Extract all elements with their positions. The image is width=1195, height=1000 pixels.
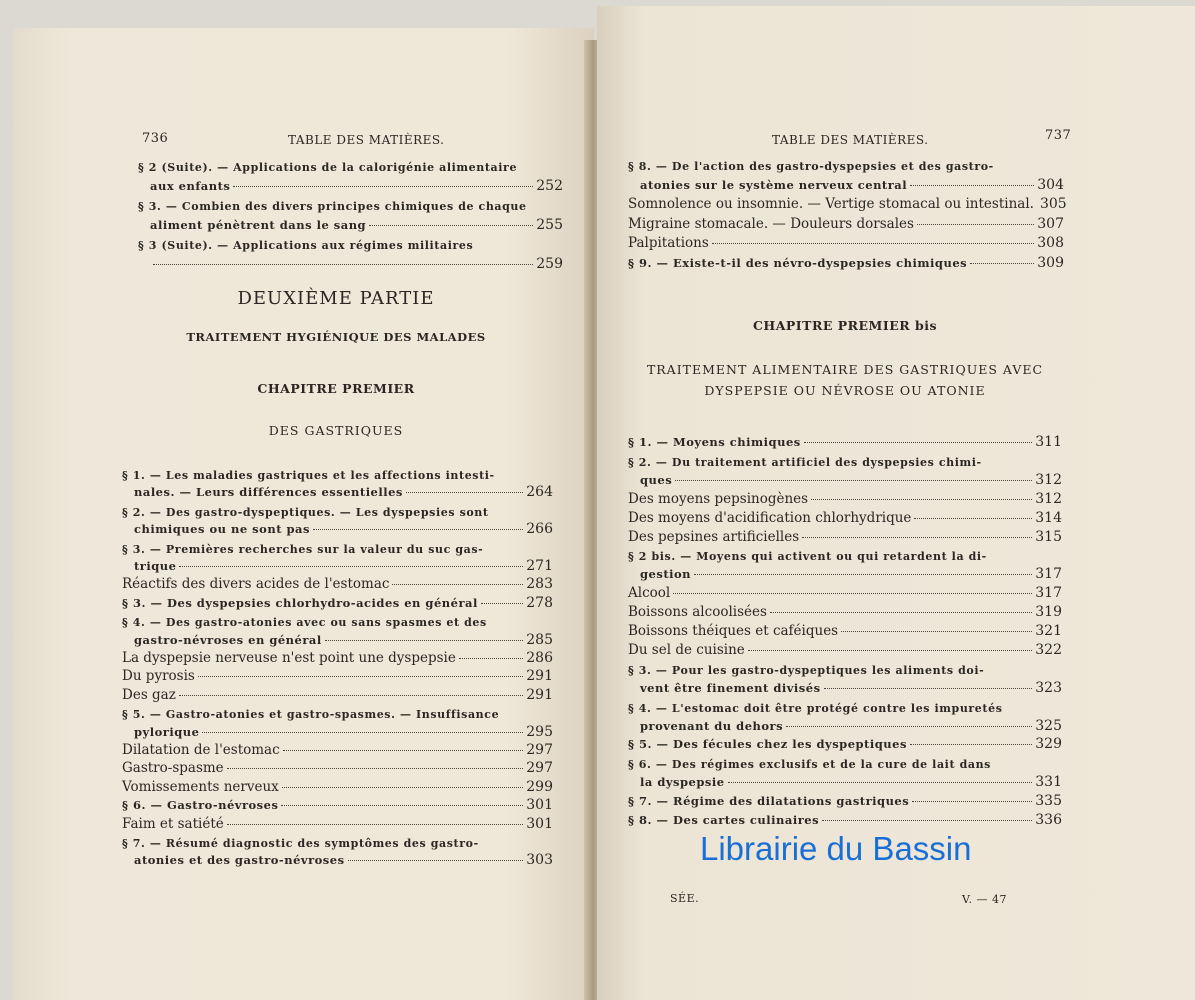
toc-entry-heading: § 2 bis. — Moyens qui activent ou qui retardent la di- [628,550,987,564]
toc-entry-line [134,558,553,576]
leader-dots [179,695,523,696]
toc-entry-heading: § 4. — Des gastro-atonies avec ou sans spasmes et des [122,616,487,630]
toc-entry-title: Dilatation de l'estomac [122,742,280,758]
toc-entry-title: § 8. — Des cartes culinaires [628,813,820,827]
toc-entry-title: Des gaz [122,686,176,703]
toc-entry-line [628,235,1064,253]
toc-entry-title: provenant du dehors [640,718,784,733]
toc-entry-heading: § 7. — Résumé diagnostic des symptômes des gastro- [122,837,479,850]
toc-entry-line [628,434,1062,452]
toc-entry-title: Migraine stomacale. — Douleurs dorsales [628,215,914,232]
toc-entry-line [628,255,1064,273]
toc-entry-line [134,484,553,502]
toc-page-number: 323 [1035,679,1062,696]
leader-dots [227,768,524,769]
toc-page-number: 312 [1035,471,1062,488]
leader-dots [283,750,524,751]
toc-page-number: 317 [1035,566,1062,583]
toc-entry-line [628,529,1062,547]
toc-entry-title: Faim et satiété [122,815,224,832]
toc-entry-line [628,812,1062,830]
footer-signature: SÉE. [670,892,700,905]
toc-entry-title: § 5. — Des fécules chez les dyspeptiques [628,737,907,752]
toc-page-number: 311 [1035,434,1062,450]
leader-dots [675,480,1032,481]
toc-page-number: 305 [1039,196,1067,212]
toc-entry-line [628,585,1062,603]
leader-dots [786,726,1032,727]
toc-entry-line [134,521,553,539]
toc-page-number: 286 [526,650,553,666]
toc-entry-heading: § 3 (Suite). — Applications aux régimes militaires [138,239,474,252]
toc-page-number: 315 [1035,528,1062,545]
toc-page-number: 283 [526,576,553,593]
toc-entry-title: Des moyens d'acidification chlorhydrique [628,509,912,526]
right-page-number: 737 [1045,128,1072,143]
toc-entry-line [640,177,1064,195]
toc-page-number: 301 [526,815,553,832]
toc-page-number: 319 [1035,604,1062,621]
toc-entry-title: aux enfants [150,178,231,193]
leader-dots [912,801,1032,802]
toc-entry-title: ques [640,472,673,487]
toc-entry-line [134,852,553,870]
toc-entry-heading: § 5. — Gastro-atonies et gastro-spasmes. — Insuffisance [122,708,500,722]
toc-entry-line [122,650,553,668]
leader-dots [202,732,523,733]
toc-entry-title: § 6. — Gastro-névroses [122,798,279,813]
leader-dots [459,658,523,659]
leader-dots [233,186,533,187]
toc-entry-title: Du sel de cuisine [628,641,745,658]
toc-page-number: 309 [1037,254,1064,271]
toc-entry-title: Réactifs des divers acides de l'estomac [122,576,390,593]
chapter-heading-left: CHAPITRE PREMIER [257,381,415,396]
toc-entry-title: atonies sur le système nerveux central [640,177,908,192]
toc-page-number: 264 [526,484,553,501]
leader-dots [728,782,1033,783]
leader-dots [325,640,524,641]
toc-page-number: 297 [526,760,553,777]
leader-dots [348,860,524,861]
toc-page-number: 266 [526,521,553,538]
leader-dots [281,805,523,806]
leader-dots [804,442,1033,443]
toc-entry-line [640,472,1062,490]
chapter-heading-right: CHAPITRE PREMIER bis [752,318,938,333]
toc-page-number: 291 [526,668,553,685]
toc-entry-title: La dyspepsie nerveuse n'est point une dyspepsie [122,650,456,666]
toc-page-number: 301 [526,797,553,814]
toc-entry-title: nales. — Leurs différences essentielles [134,485,403,500]
toc-entry-title: § 7. — Régime des dilatations gastriques [628,794,910,809]
toc-entry-heading: § 2 (Suite). — Applications de la calorigénie alimentaire [138,161,518,174]
toc-page-number: 255 [536,216,563,233]
toc-entry-line [122,687,553,705]
leader-dots [822,820,1032,821]
leader-dots [770,612,1032,613]
left-page-number: 736 [142,131,169,146]
toc-entry-title: Du pyrosis [122,668,195,685]
leader-dots [673,593,1032,594]
toc-page-number: 325 [1035,717,1062,734]
toc-entry-line [640,774,1062,792]
toc-page-number: 297 [526,742,553,758]
toc-entry-heading: § 3. — Combien des divers principes chimiques de chaque [138,200,527,213]
toc-entry-line [628,642,1062,660]
toc-entry-title: atonies et des gastro-névroses [134,853,345,868]
toc-entry-line [122,797,553,815]
toc-entry-title: Somnolence ou insomnie. — Vertige stomacal ou intestinal. [628,196,1034,212]
leader-dots [227,824,524,825]
toc-page-number: 295 [526,723,553,740]
leader-dots [970,263,1034,264]
toc-entry-line [628,623,1062,641]
leader-dots [369,225,533,226]
toc-entry-title: pylorique [134,724,200,739]
leader-dots [694,574,1032,575]
toc-page-number: 304 [1037,176,1064,193]
toc-entry-line [122,576,553,594]
toc-entry-line [150,256,563,274]
toc-entry-line [134,724,553,742]
toc-entry-heading: § 1. — Les maladies gastriques et les affections intesti- [122,469,495,482]
toc-entry-line [150,217,563,235]
toc-entry-title: chimiques ou ne sont pas [134,522,310,537]
left-running-header: TABLE DES MATIÈRES. [288,133,445,147]
toc-page-number: 259 [536,255,563,272]
toc-entry-title: Boissons alcoolisées [628,604,767,621]
toc-entry-title: Alcool [628,585,671,602]
leader-dots [910,744,1032,745]
leader-dots [712,243,1034,244]
toc-entry-line [628,216,1064,234]
chapter-subtitle-right-2: DYSPEPSIE OU NÉVROSE OU ATONIE [704,383,986,398]
toc-page-number: 336 [1035,812,1062,828]
toc-entry-line [150,178,563,196]
toc-entry-title: la dyspepsie [640,775,725,790]
toc-entry-line [628,196,1067,214]
toc-page-number: 278 [526,594,553,611]
toc-entry-title: gastro-névroses en général [134,632,322,647]
toc-page-number: 271 [526,558,553,574]
toc-entry-line [628,604,1062,622]
toc-entry-line [640,680,1062,698]
toc-page-number: 335 [1035,793,1062,810]
toc-page-number: 312 [1035,490,1062,507]
toc-entry-title: Vomissements nerveux [122,778,279,795]
toc-entry-title: gestion [640,567,692,582]
toc-page-number: 317 [1035,585,1062,602]
toc-entry-line [122,779,553,797]
toc-entry-heading: § 2. — Du traitement artificiel des dyspepsies chimi- [628,455,982,469]
toc-page-number: 291 [526,686,553,703]
toc-entry-line [122,816,553,834]
leader-dots [153,264,533,265]
toc-entry-title: § 3. — Des dyspepsies chlorhydro-acides en général [122,595,478,610]
watermark: Librairie du Bassin [700,830,972,867]
toc-entry-line [122,760,553,778]
toc-entry-title: Boissons théiques et caféiques [628,623,839,639]
toc-entry-line [122,595,553,613]
leader-dots [179,566,523,567]
part-title: DEUXIÈME PARTIE [237,288,435,309]
toc-page-number: 308 [1037,235,1064,251]
leader-dots [841,631,1032,632]
toc-entry-line [628,736,1062,754]
toc-entry-title: Gastro-spasme [122,760,224,777]
toc-entry-title: aliment pénètrent dans le sang [150,217,367,232]
leader-dots [392,584,523,585]
toc-entry-title: § 9. — Existe-t-il des névro-dyspepsies chimiques [628,255,968,270]
toc-entry-line [122,668,553,686]
footer-volume: V. — 47 [962,893,1008,906]
chapter-subtitle-right-1: TRAITEMENT ALIMENTAIRE DES GASTRIQUES AVEC [646,362,1044,377]
toc-page-number: 285 [526,631,553,648]
toc-page-number: 329 [1035,736,1062,753]
toc-entry-line [628,793,1062,811]
leader-dots [802,537,1032,538]
chapter-subtitle-left: DES GASTRIQUES [268,423,404,438]
toc-entry-title: vent être finement divisés [640,680,821,695]
toc-page-number: 299 [526,778,553,795]
toc-entry-title: Des pepsines artificielles [628,528,800,545]
toc-entry-line [122,742,553,760]
toc-page-number: 252 [536,177,563,194]
leader-dots [198,676,523,677]
toc-entry-line [134,632,553,650]
leader-dots [481,603,523,604]
toc-entry-title: Des moyens pepsinogènes [628,490,809,507]
part-subtitle: TRAITEMENT HYGIÉNIQUE DES MALADES [186,330,486,344]
toc-entry-line [628,510,1062,528]
toc-entry-heading: § 4. — L'estomac doit être protégé contre les impuretés [628,701,1003,715]
toc-page-number: 322 [1035,641,1062,658]
leader-dots [748,650,1033,651]
toc-page-number: 321 [1035,623,1062,639]
toc-entry-heading: § 2. — Des gastro-dyspeptiques. — Les dyspepsies sont [122,505,489,519]
leader-dots [910,185,1034,186]
leader-dots [313,529,523,530]
toc-entry-title: Palpitations [628,235,709,251]
toc-entry-line [640,718,1062,736]
toc-entry-line [640,566,1062,584]
toc-page-number: 303 [526,852,553,869]
toc-entry-heading: § 3. — Premières recherches sur la valeur du suc gas- [122,542,484,556]
leader-dots [914,518,1032,519]
toc-entry-heading: § 8. — De l'action des gastro-dyspepsies et des gastro- [628,160,994,173]
toc-entry-heading: § 3. — Pour les gastro-dyspeptiques les aliments doi- [628,663,985,677]
leader-dots [811,499,1032,500]
leader-dots [406,492,523,493]
toc-entry-title: § 1. — Moyens chimiques [628,435,801,449]
leader-dots [824,688,1033,689]
toc-page-number: 314 [1035,509,1062,526]
right-running-header: TABLE DES MATIÈRES. [772,133,929,147]
toc-page-number: 307 [1037,215,1064,232]
toc-page-number: 331 [1035,774,1062,791]
toc-entry-heading: § 6. — Des régimes exclusifs et de la cure de lait dans [628,758,991,772]
leader-dots [282,787,523,788]
leader-dots [917,224,1034,225]
toc-entry-line [628,491,1062,509]
toc-entry-title: trique [134,559,177,573]
